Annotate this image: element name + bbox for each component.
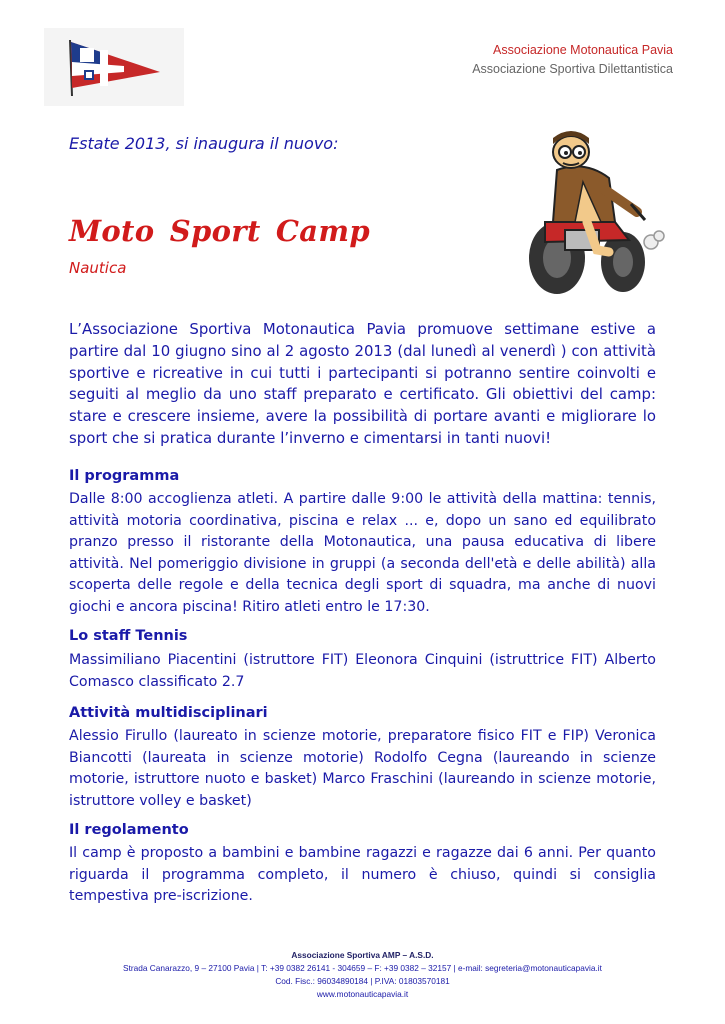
footer-website: www.motonauticapavia.it	[316, 989, 409, 999]
section-body-programma: Dalle 8:00 accoglienza atleti. A partire dalle 9:00 le attività della mattina: tennis, attività motoria coordinativa, piscina e relax ... e, dopo un sano ed equilibrato pranzo presso il ristorante della Motonautica, una pausa educativa di libere attività. Nel pomeriggio divisione in gruppi (a seconda dell'età e delle abilità) alla scoperta delle regole e della tecnica degli sport di squadra, ma anche di nuovi giochi e ancora piscina! Ritiro atleti entro le 17:30.	[69, 491, 656, 615]
club-pennant-flag-icon	[64, 36, 164, 98]
footer-contacts: Strada Canarazzo, 9 – 27100 Pavia | T: +39 0382 26141 - 304659 – F: +39 0382 – 32157 | e-mail: segreteria@motonauticapavia.it	[123, 963, 602, 973]
page-subtitle: Nautica	[69, 259, 127, 277]
page-title: Moto Sport Camp	[69, 214, 370, 248]
section-heading-programma: Il programma	[69, 468, 180, 484]
section-heading-staff-tennis: Lo staff Tennis	[69, 628, 188, 644]
logo	[44, 28, 184, 106]
section-heading-multidisciplinari: Attività multidisciplinari	[69, 705, 268, 721]
intro-paragraph: L’Associazione Sportiva Motonautica Pavia promuove settimane estive a partire dal 10 giugno sino al 2 agosto 2013 (dal lunedì al venerdì ) con attività sportive e ricreative in cui tutti i partecipanti si potranno sentire coinvolti e seguiti al meglio da uno staff preparato e certificato. Gli obiettivi del camp: stare e crescere insieme, avere la possibilità di portare avanti e migliorare lo sport che si pratica durante l’inverno e cimentarsi in tanti nuovi!	[69, 320, 656, 447]
section-heading-regolamento: Il regolamento	[69, 822, 189, 838]
section-body-regolamento: Il camp è proposto a bambini e bambine ragazzi e ragazze dai 6 anni. Per quanto riguarda il programma completo, il numero è chiuso, quindi si consiglia tempestiva pre-iscrizione.	[69, 845, 656, 905]
header-org-type: Associazione Sportiva Dilettantistica	[472, 62, 673, 76]
intro-line: Estate 2013, si inaugura il nuovo:	[69, 134, 339, 153]
footer-org-name: Associazione Sportiva AMP – A.S.D.	[291, 950, 434, 960]
header-org-name: Associazione Motonautica Pavia	[493, 43, 673, 57]
section-body-staff-tennis: Massimiliano Piacentini (istruttore FIT) Eleonora Cinquini (istruttrice FIT) Alberto Comasco classificato 2.7	[69, 652, 656, 690]
footer-tax-ids: Cod. Fisc.: 96034890184 | P.IVA: 01803570181	[275, 976, 450, 986]
section-body-multidisciplinari: Alessio Firullo (laureato in scienze motorie, preparatore fisico FIT e FIP) Veronica Biancotti (laureata in scienze motorie) Rodolfo Cegna (laureando in scienze motorie, istruttore nuoto e basket) Marco Fraschini (laureando in scienze motorie, istruttore volley e basket)	[69, 728, 656, 809]
cartoon-motorbike-rider-icon	[505, 130, 665, 300]
